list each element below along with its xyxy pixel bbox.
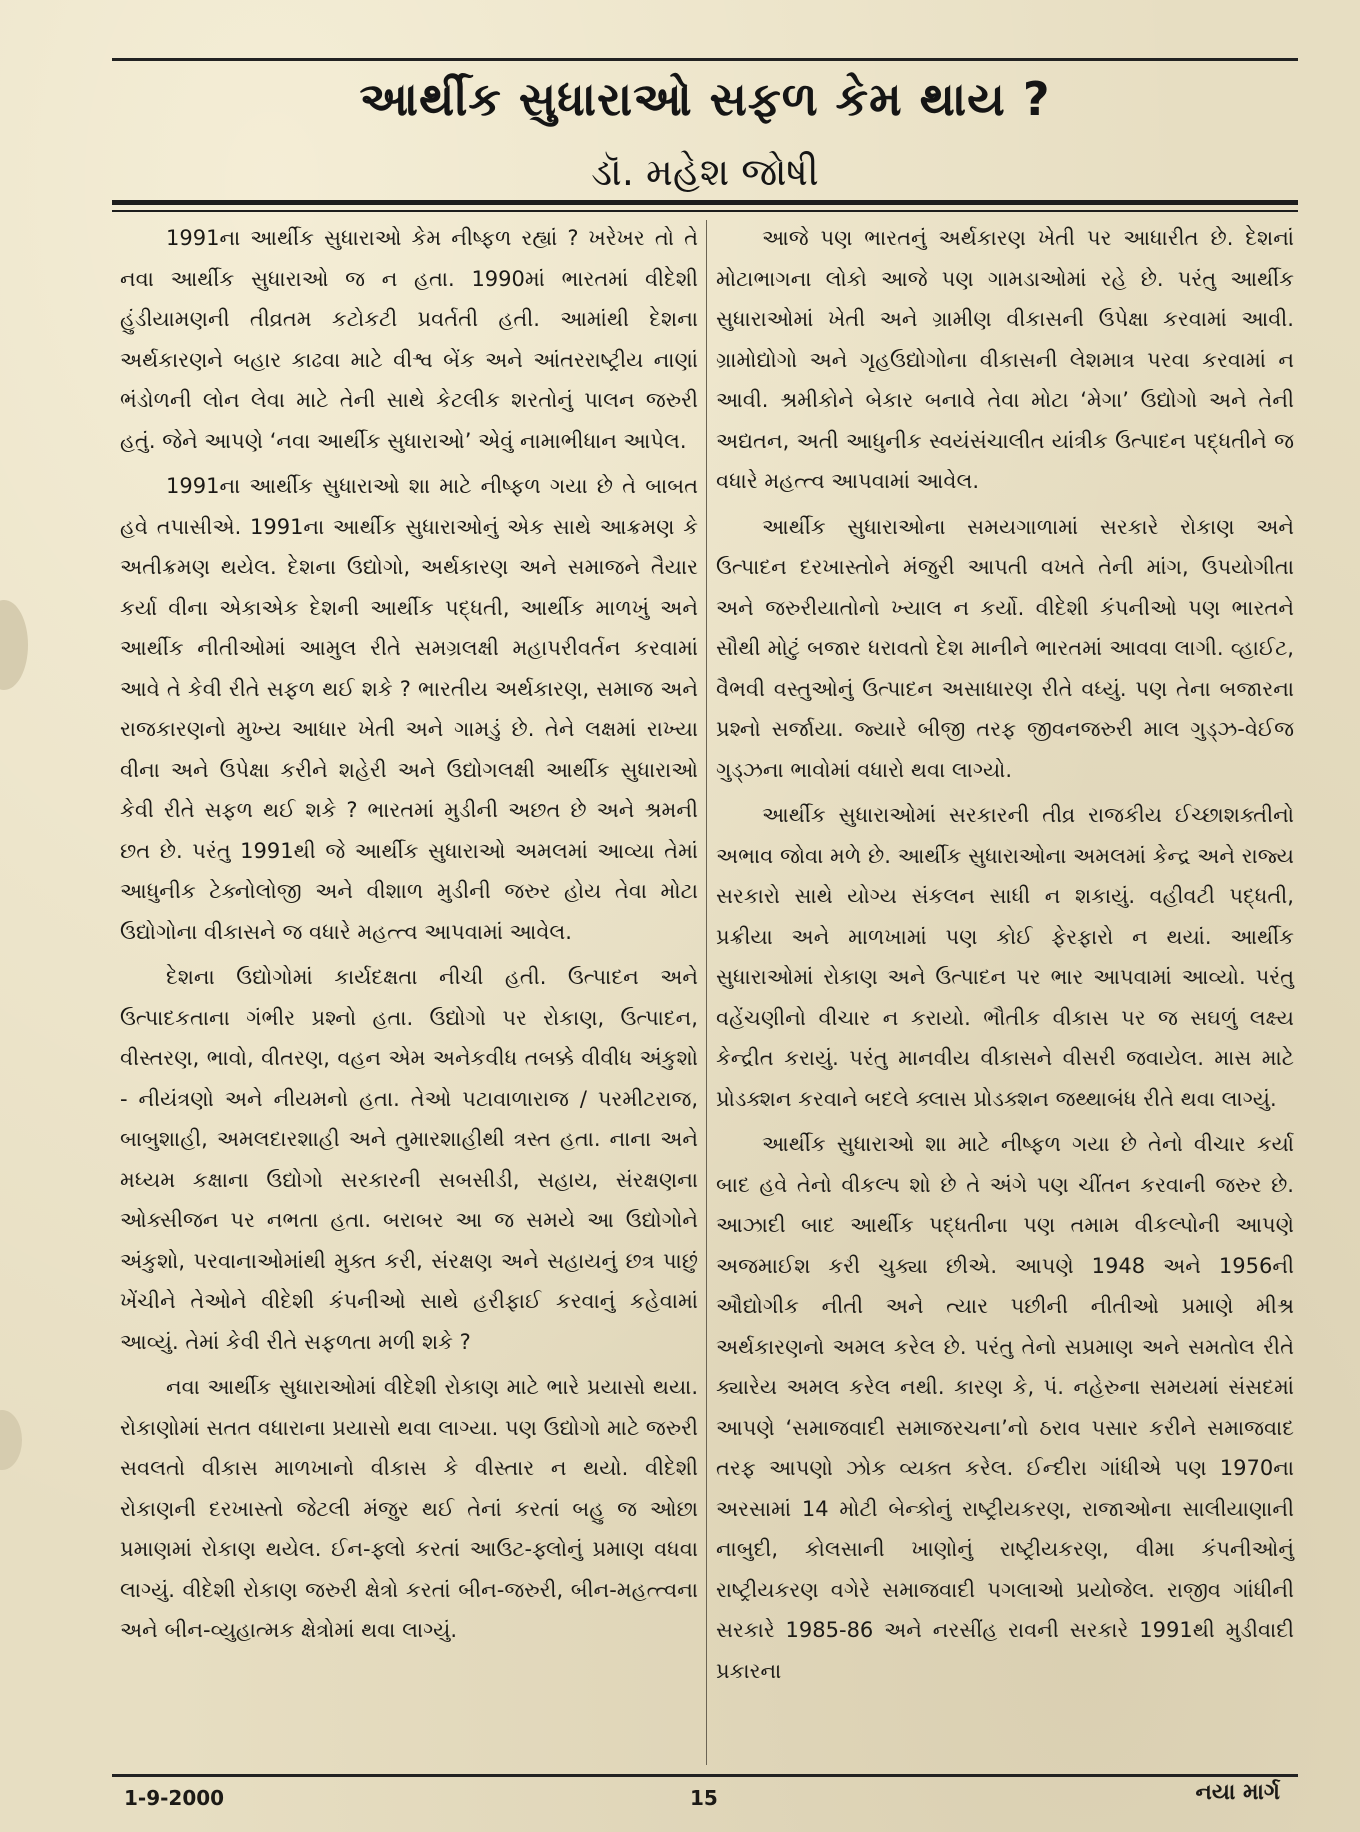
right-column [716, 218, 1294, 1696]
paragraph: નવા આર્થીક સુધારાઓમાં વીદેશી રોકાણ માટે ભારે પ્રયાસો થયા. રોકાણોમાં સતત વધારાના પ્રયાસો થવા લાગ્યા. પણ ઉદ્યોગો માટે જરુરી સવલતો વીકાસ માળખાનો વીકાસ કે વીસ્તાર ન થયો. વીદેશી રોકાણની દરખાસ્તો જેટલી મંજુર થઈ તેનાં કરતાં બહુ જ ઓછા પ્રમાણમાં રોકાણ થયેલ. ઈન-ફ્લો કરતાં આઉટ-ફ્લોનું પ્રમાણ વધવા લાગ્યું. વીદેશી રોકાણ જરુરી ક્ષેત્રો કરતાં બીન-જરુરી, બીન-મહત્ત્વના અને બીન-વ્યુહાત્મક ક્ષેત્રોમાં થવા લાગ્યું. [120, 1375, 698, 1642]
article-title: આર્થીક સુધારાઓ સફળ કેમ થાય ? [359, 72, 1051, 126]
page-number: 15 [690, 1786, 718, 1810]
column-divider [706, 220, 707, 1765]
paragraph: આર્થીક સુધારાઓ શા માટે નીષ્ફળ ગયા છે તેનો વીચાર કર્યા બાદ હવે તેનો વીકલ્પ શો છે તે અંગે પણ ચીંતન કરવાની જરુર છે. આઝાદી બાદ આર્થીક પદ્ધતીના પણ તમામ વીકલ્પોની આપણે અજમાઈશ કરી ચુક્યા છીએ. આપણે 1948 અને 1956ની ઔદ્યોગીક નીતી અને ત્યાર પછીની નીતીઓ પ્રમાણે મીશ્ર અર્થકારણનો અમલ કરેલ છે. પરંતુ તેનો સપ્રમાણ અને સમતોલ રીતે ક્યારેય અમલ કરેલ નથી. કારણ કે, પં. નહેરુના સમયમાં સંસદમાં આપણે ‘સમાજવાદી સમાજરચના’નો ઠરાવ પસાર કરીને સમાજવાદ તરફ આપણો ઝોક વ્યક્ત કરેલ. ઈન્દીરા ગાંધીએ પણ 1970ના અરસામાં 14 મોટી બેન્કોનું રાષ્ટ્રીયકરણ, રાજાઓના સાલીયાણાની નાબુદી, કોલસાની ખાણોનું રાષ્ટ્રીયકરણ, વીમા કંપનીઓનું રાષ્ટ્રીયકરણ વગેરે સમાજવાદી પગલાઓ પ્રયોજેલ. રાજીવ ગાંધીની સરકારે 1985-86 અને નરસીંહ રાવની સરકારે 1991થી મુડીવાદી પ્રકારના [716, 1132, 1294, 1683]
torn-edge-mark [0, 1410, 22, 1470]
left-column [120, 218, 698, 1656]
torn-edge-mark [0, 600, 28, 690]
paragraph: આર્થીક સુધારાઓમાં સરકારની તીવ્ર રાજકીય ઈચ્છાશક્તીનો અભાવ જોવા મળે છે. આર્થીક સુધારાઓના અમલમાં કેન્દ્ર અને રાજ્ય સરકારો સાથે યોગ્ય સંકલન સાધી ન શકાયું. વહીવટી પદ્ધતી, પ્રક્રીયા અને માળખામાં પણ કોઈ ફેરફારો ન થયાં. આર્થીક સુધારાઓમાં રોકાણ અને ઉત્પાદન પર ભાર આપવામાં આવ્યો. પરંતુ વહેંચણીનો વીચાર ન કરાયો. ભૌતીક વીકાસ પર જ સઘળું લક્ષ્ય કેન્દ્રીત કરાયું. પરંતુ માનવીય વીકાસને વીસરી જવાયેલ. માસ માટે પ્રોડક્શન કરવાને બદલે ક્લાસ પ્રોડક્શન જથ્થાબંધ રીતે થવા લાગ્યું. [716, 803, 1294, 1111]
header-double-rule [112, 200, 1298, 212]
paragraph: 1991ના આર્થીક સુધારાઓ કેમ નીષ્ફળ રહ્યાં ? ખરેખર તો તે નવા આર્થીક સુધારાઓ જ ન હતા. 1990માં ભારતમાં વીદેશી હુંડીયામણની તીવ્રતમ કટોકટી પ્રવર્તતી હતી. આમાંથી દેશના અર્થકારણને બહાર કાઢવા માટે વીશ્વ બેંક અને આંતરરાષ્ટ્રીય નાણાં ભંડોળની લોન લેવા માટે તેની સાથે કેટલીક શરતોનું પાલન જરુરી હતું. જેને આપણે ‘નવા આર્થીક સુધારાઓ’ એવું નામાભીધાન આપેલ. [120, 226, 698, 453]
paragraph: 1991ના આર્થીક સુધારાઓ શા માટે નીષ્ફળ ગયા છે તે બાબત હવે તપાસીએ. 1991ના આર્થીક સુધારાઓનું એક સાથે આક્રમણ કે અતીક્રમણ થયેલ. દેશના ઉદ્યોગો, અર્થકારણ અને સમાજને તૈયાર કર્યા વીના એકાએક દેશની આર્થીક પદ્ધતી, આર્થીક માળખું અને આર્થીક નીતીઓમાં આમુલ રીતે સમગ્રલક્ષી મહાપરીવર્તન કરવામાં આવે તે કેવી રીતે સફળ થઈ શકે ? ભારતીય અર્થકારણ, સમાજ અને રાજકારણનો મુખ્ય આધાર ખેતી અને ગામડું છે. તેને લક્ષમાં રાખ્યા વીના અને ઉપેક્ષા કરીને શહેરી અને ઉદ્યોગલક્ષી આર્થીક સુધારાઓ કેવી રીતે સફળ થઈ શકે ? ભારતમાં મુડીની અછત છે અને શ્રમની છત છે. પરંતુ 1991થી જે આર્થીક સુધારાઓ અમલમાં આવ્યા તેમાં આધુનીક ટેક્નોલોજી અને વીશાળ મુડીની જરુર હોય તેવા મોટા ઉદ્યોગોના વીકાસને જ વધારે મહત્ત્વ આપવામાં આવેલ. [120, 474, 698, 944]
issue-date: 1-9-2000 [124, 1786, 225, 1810]
footer-rule [112, 1774, 1298, 1777]
top-rule [112, 58, 1298, 61]
paragraph: આર્થીક સુધારાઓના સમયગાળામાં સરકારે રોકાણ અને ઉત્પાદન દરખાસ્તોને મંજુરી આપતી વખતે તેની માંગ, ઉપયોગીતા અને જરુરીયાતોનો ખ્યાલ ન કર્યો. વીદેશી કંપનીઓ પણ ભારતને સૌથી મોટું બજાર ધરાવતો દેશ માનીને ભારતમાં આવવા લાગી. વ્હાઈટ, વૈભવી વસ્તુઓનું ઉત્પાદન અસાધારણ રીતે વધ્યું. પણ તેના બજારના પ્રશ્નો સર્જાયા. જ્યારે બીજી તરફ જીવનજરુરી માલ ગુડ્ઝ-વેઈજ ગુડ્ઝના ભાવોમાં વધારો થવા લાગ્યો. [716, 514, 1294, 782]
paragraph: આજે પણ ભારતનું અર્થકારણ ખેતી પર આધારીત છે. દેશનાં મોટાભાગના લોકો આજે પણ ગામડાઓમાં રહે છે. પરંતુ આર્થીક સુધારાઓમાં ખેતી અને ગ્રામીણ વીકાસની ઉપેક્ષા કરવામાં આવી. ગ્રામોદ્યોગો અને ગૃહઉદ્યોગોના વીકાસની લેશમાત્ર પરવા કરવામાં ન આવી. શ્રમીકોને બેકાર બનાવે તેવા મોટા ‘મેગા’ ઉદ્યોગો અને તેની અદ્યતન, અતી આધુનીક સ્વયંસંચાલીત યાંત્રીક ઉત્પાદન પદ્ધતીને જ વધારે મહત્ત્વ આપવામાં આવેલ. [716, 226, 1294, 493]
paragraph: દેશના ઉદ્યોગોમાં કાર્યદક્ષતા નીચી હતી. ઉત્પાદન અને ઉત્પાદકતાના ગંભીર પ્રશ્નો હતા. ઉદ્યોગો પર રોકાણ, ઉત્પાદન, વીસ્તરણ, ભાવો, વીતરણ, વહન એમ અનેકવીધ તબક્કે વીવીધ અંકુશો - નીયંત્રણો અને નીયમનો હતા. તેઓ પટાવાળારાજ / પરમીટરાજ, બાબુશાહી, અમલદારશાહી અને તુમારશાહીથી ત્રસ્ત હતા. નાના અને મધ્યમ કક્ષાના ઉદ્યોગો સરકારની સબસીડી, સહાય, સંરક્ષણના ઓક્સીજન પર નભતા હતા. બરાબર આ જ સમયે આ ઉદ્યોગોને અંકુશો, પરવાનાઓમાંથી મુક્ત કરી, સંરક્ષણ અને સહાયનું છત્ર પાછું ખેંચીને તેઓને વીદેશી કંપનીઓ સાથે હરીફાઈ કરવાનું કહેવામાં આવ્યું. તેમાં કેવી રીતે સફળતા મળી શકે ? [120, 965, 698, 1354]
publication-name: નયા માર્ગ [1195, 1780, 1280, 1805]
author-byline: ડૉ. મહેશ જોષી [591, 150, 819, 194]
